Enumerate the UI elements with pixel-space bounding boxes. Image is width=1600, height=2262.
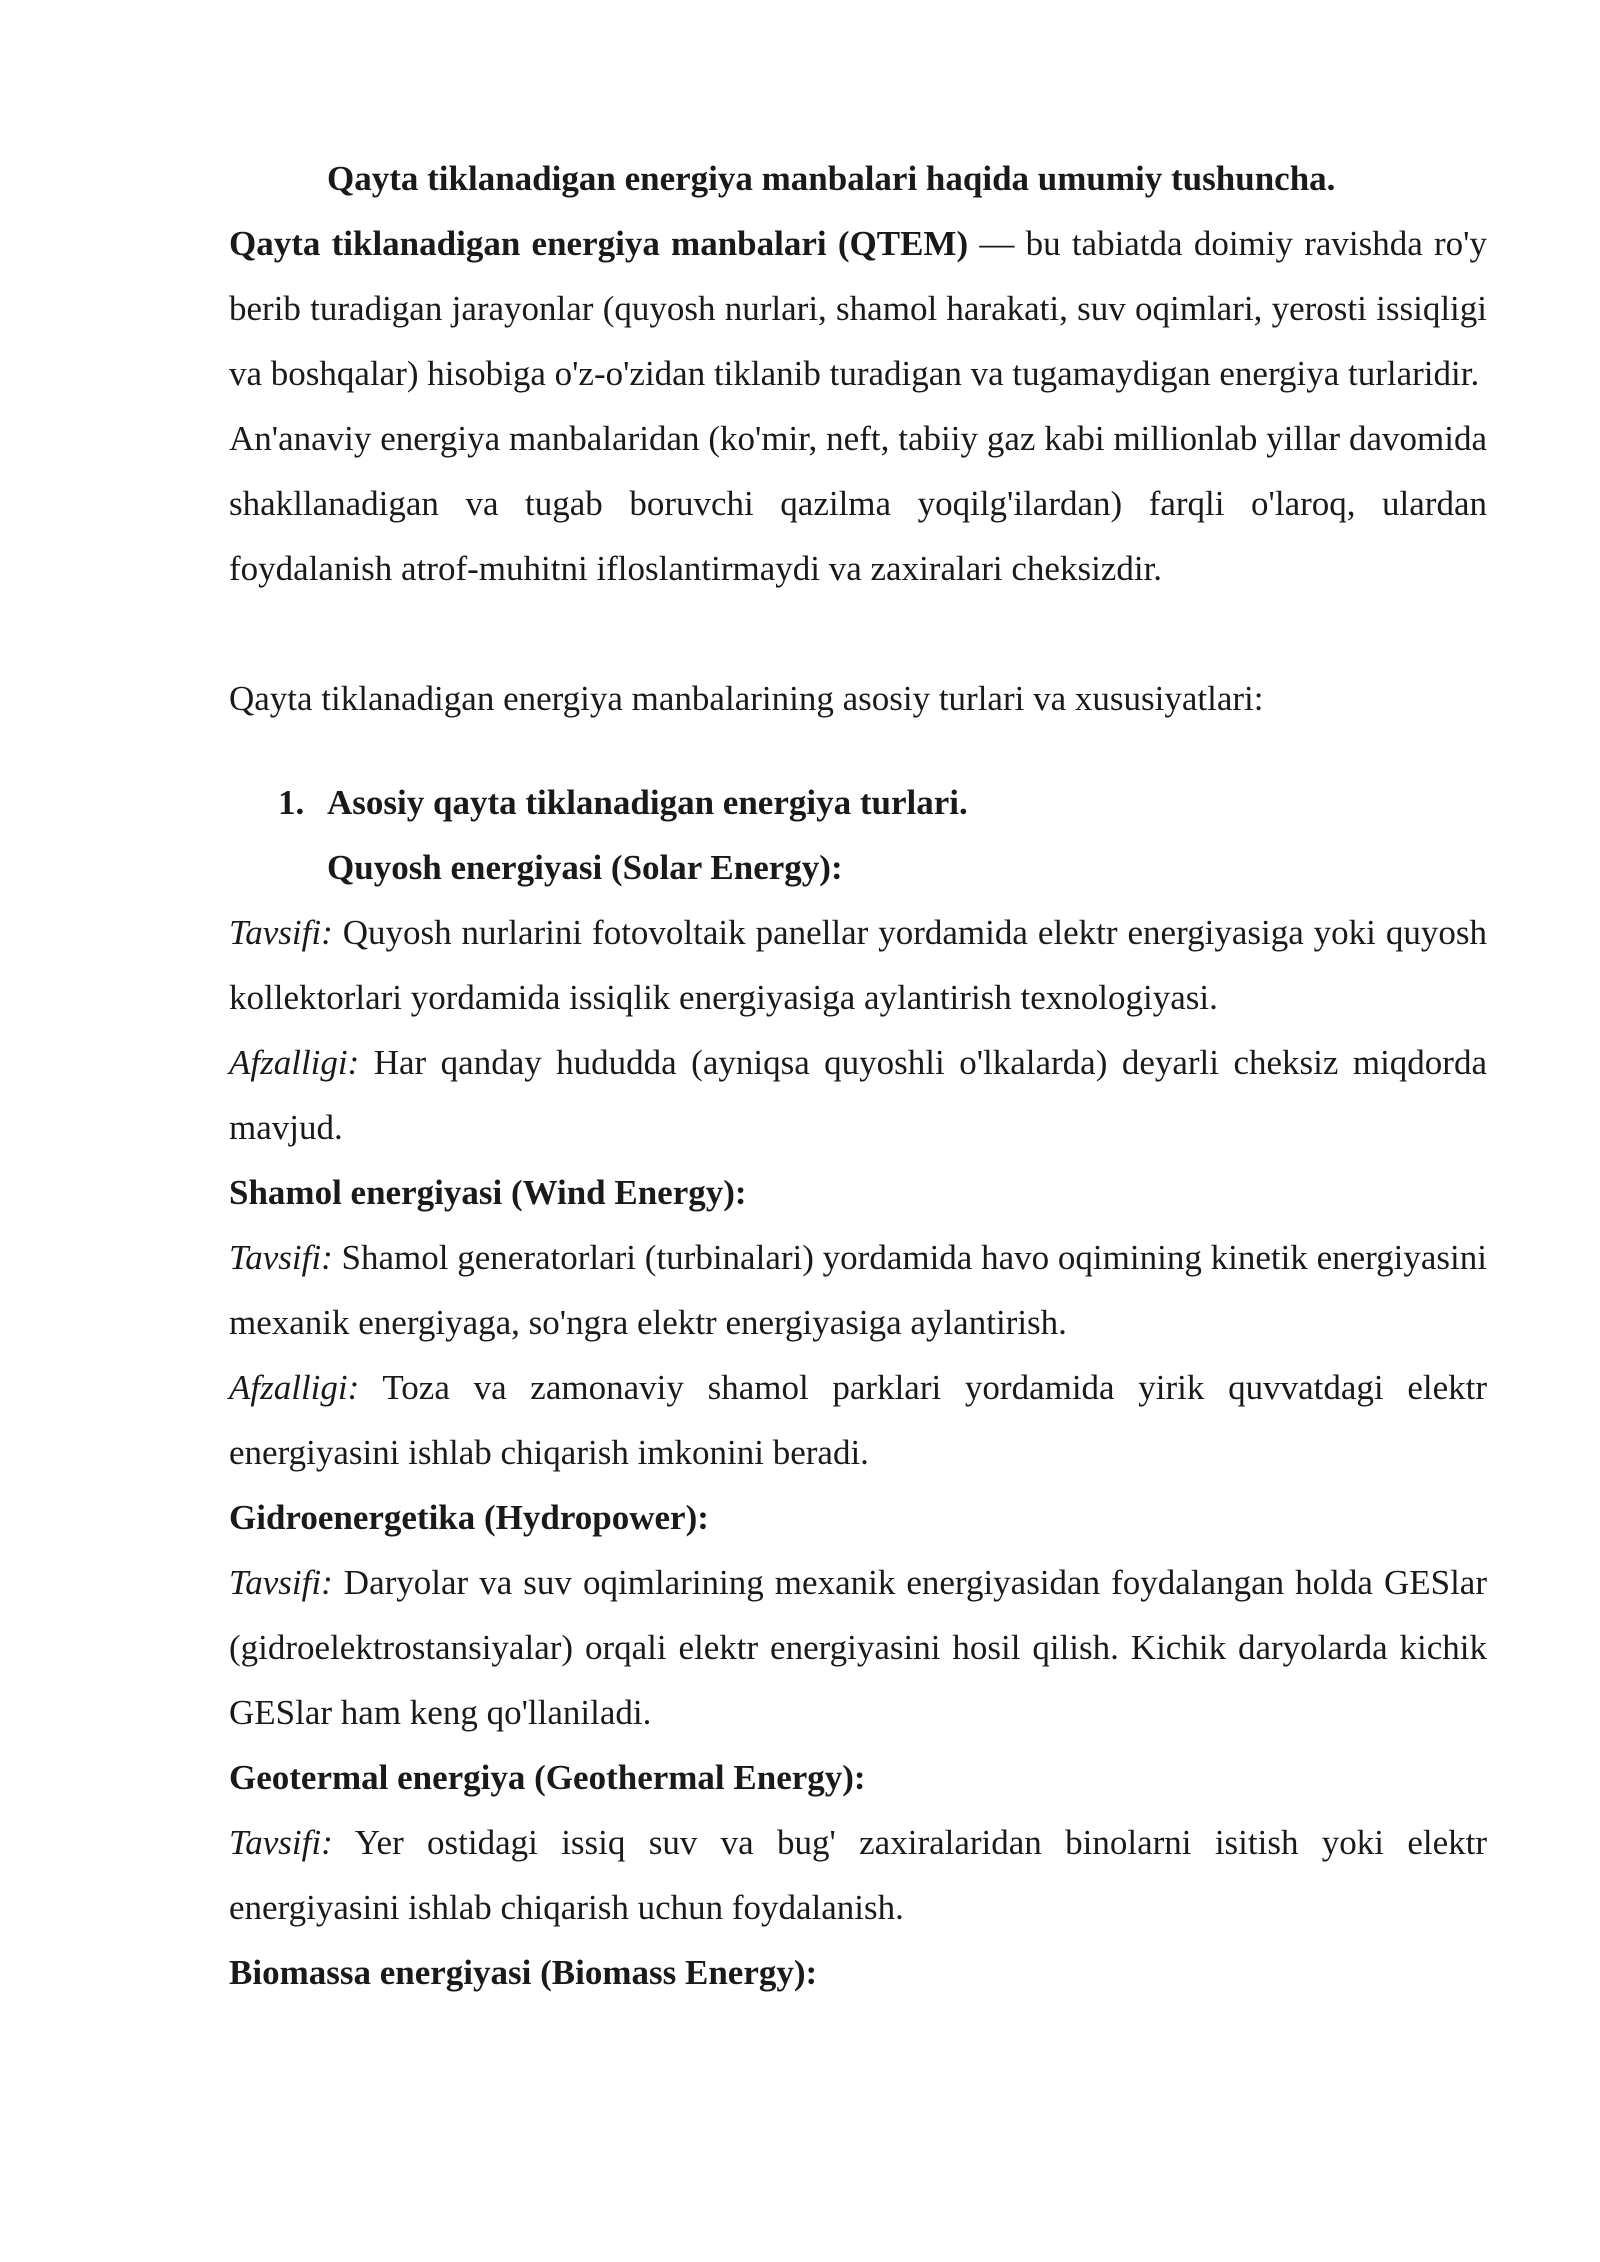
spacer: [229, 731, 1487, 770]
description-label: Tavsifi:: [229, 1238, 333, 1277]
spacer: [229, 601, 1487, 666]
wind-description: [229, 1225, 1487, 1355]
advantage-label: Afzalligi:: [229, 1043, 360, 1082]
solar-description-text: Quyosh nurlarini fotovoltaik panellar yordamida elektr energiyasiga yoki quyosh kollektorlari yordamida issiqlik energiyasiga aylantirish texnologiyasi.: [229, 913, 1487, 1017]
wind-advantage-text: Toza va zamonaviy shamol parklari yordamida yirik quvvatdagi elektr energiyasini ishlab chiqarish imkonini beradi.: [229, 1368, 1487, 1472]
geothermal-heading: Geotermal energiya (Geothermal Energy):: [229, 1758, 866, 1797]
description-label: Tavsifi:: [229, 1563, 333, 1602]
document-title: Qayta tiklanadigan energiya manbalari haqida umumiy tushuncha.: [327, 159, 1336, 198]
section-number: 1.: [278, 783, 305, 822]
wind-advantage: [229, 1355, 1487, 1485]
biomass-heading: Biomassa energiyasi (Biomass Energy):: [229, 1953, 818, 1992]
geothermal-description: [229, 1810, 1487, 1940]
solar-description: [229, 900, 1487, 1030]
intro-paragraph: [229, 211, 1487, 406]
solar-advantage: [229, 1030, 1487, 1160]
advantage-label: Afzalligi:: [229, 1368, 360, 1407]
hydro-description-text: Daryolar va suv oqimlarining mexanik energiyasidan foydalangan holda GESlar (gidroelektrostansiyalar) orqali elektr energiyasini hosil qilish. Kichik daryolarda kichik GESlar ham keng qo'llaniladi.: [229, 1563, 1487, 1732]
section-title: Asosiy qayta tiklanadigan energiya turlari.: [327, 783, 968, 822]
wind-description-text: Shamol generatorlari (turbinalari) yordamida havo oqimining kinetik energiyasini mexanik energiyaga, so'ngra elektr energiyasiga aylantirish.: [229, 1238, 1487, 1342]
hydro-description: [229, 1550, 1487, 1745]
solar-heading: Quyosh energiyasi (Solar Energy):: [327, 848, 843, 887]
description-label: Tavsifi:: [229, 1823, 333, 1862]
document-page: [229, 146, 1487, 2005]
qtem-term: Qayta tiklanadigan energiya manbalari (QTEM): [229, 224, 969, 263]
types-intro: Qayta tiklanadigan energiya manbalarining asosiy turlari va xususiyatlari:: [229, 679, 1264, 718]
wind-heading: Shamol energiyasi (Wind Energy):: [229, 1173, 747, 1212]
description-label: Tavsifi:: [229, 913, 333, 952]
solar-advantage-text: Har qanday hududda (ayniqsa quyoshli o'lkalarda) deyarli cheksiz miqdorda mavjud.: [229, 1043, 1487, 1147]
geothermal-description-text: Yer ostidagi issiq suv va bug' zaxiralaridan binolarni isitish yoki elektr energiyasini ishlab chiqarish uchun foydalanish.: [229, 1823, 1487, 1927]
hydro-heading: Gidroenergetika (Hydropower):: [229, 1498, 709, 1537]
comparison-paragraph: An'anaviy energiya manbalaridan (ko'mir, neft, tabiiy gaz kabi millionlab yillar davomida shakllanadigan va tugab boruvchi qazilma yoqilg'ilardan) farqli o'laroq, ulardan foydalanish atrof-muhitni ifloslantirmaydi va zaxiralari cheksizdir.: [229, 419, 1487, 588]
qtem-definition: — bu tabiatda doimiy ravishda ro'y berib turadigan jarayonlar (quyosh nurlari, shamol harakati, suv oqimlari, yerosti issiqligi va boshqalar) hisobiga o'z-o'zidan tiklanib turadigan va tugamaydigan energiya turlaridir.: [229, 224, 1487, 393]
section-heading-1: [229, 770, 1487, 835]
